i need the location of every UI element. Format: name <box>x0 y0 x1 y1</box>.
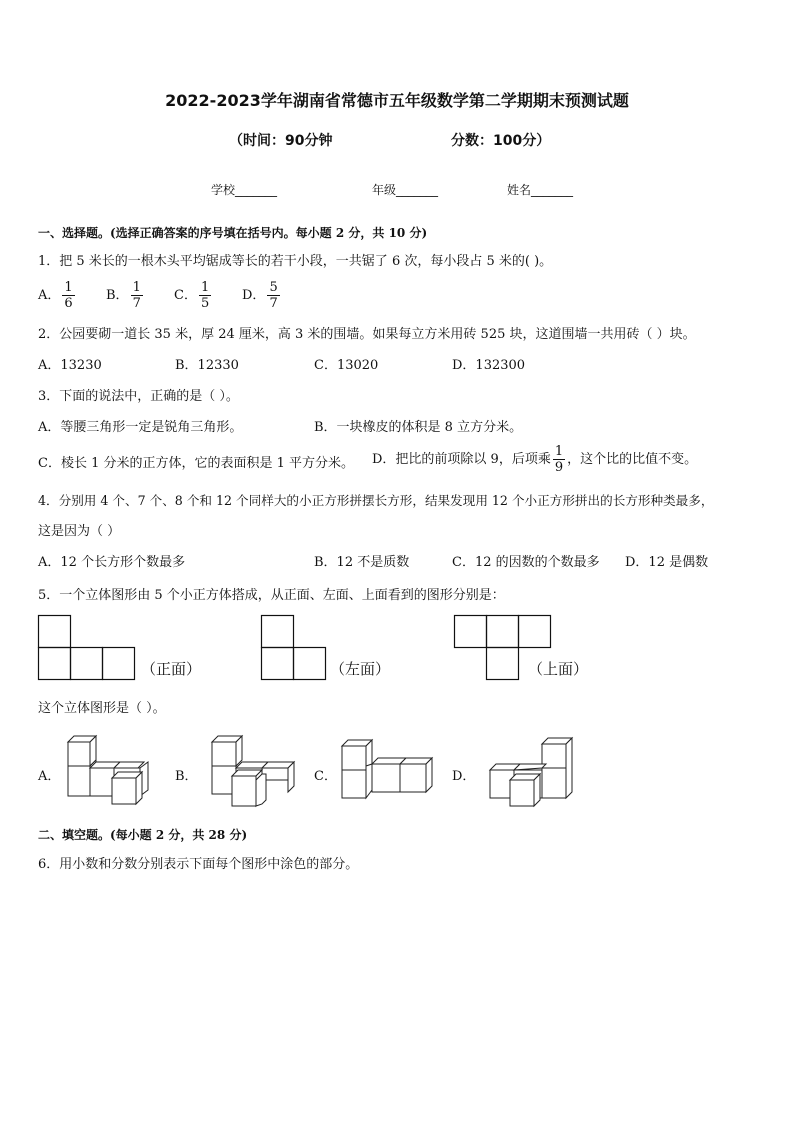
q5-option-c-label: C． <box>314 769 337 784</box>
q5-option-d-figure <box>486 736 578 808</box>
question-6: 6．用小数和分数分别表示下面每个图形中涂色的部分。 <box>38 857 359 872</box>
question-4-line-2: 这是因为（ ） <box>38 524 121 539</box>
q1-option-b: B． $\frac{1}{7}$ <box>106 280 141 311</box>
q5-option-a-figure <box>62 736 154 808</box>
q5-option-a-label: A． <box>38 769 61 784</box>
left-view-label: （左面） <box>330 660 391 678</box>
q5-option-d-label: D． <box>452 769 476 784</box>
front-view-label: （正面） <box>141 660 202 678</box>
question-4-line-1: 4．分别用 4 个、7 个、8 个和 12 个同样大的小正方形拼摆长方形，结果发现用 12 个小正方形拼出的长方形种类最多， <box>38 493 714 508</box>
q5-option-b-label: B． <box>175 769 198 784</box>
q4-option-a: A．12 个长方形个数最多 <box>38 555 186 570</box>
q4-option-b: B．12 不是质数 <box>314 555 410 570</box>
school-field: 学校_______ <box>211 183 278 197</box>
q3-option-c: C．棱长 1 分米的正方体，它的表面积是 1 平方分米。 <box>38 456 355 471</box>
name-field: 姓名_______ <box>507 183 574 197</box>
question-2: 2．公园要砌一道长 35 米，厚 24 厘米，高 3 米的围墙。如果每立方米用砖 525 块，这道围墙一共用砖（ ）块。 <box>38 327 696 342</box>
left-view-figure <box>261 615 329 681</box>
q2-option-b: B．12330 <box>175 358 239 373</box>
q4-option-d: D．12 是偶数 <box>625 555 709 570</box>
section-1-heading: 一、选择题。(选择正确答案的序号填在括号内。每小题 2 分，共 10 分) <box>38 226 428 240</box>
q2-option-a: A．13230 <box>38 358 102 373</box>
q3-option-d: D．把比的前项除以 9，后项乘 $\frac{1}{9}$ ，这个比的比值不变。 <box>372 444 698 475</box>
q1-option-c: C． $\frac{1}{5}$ <box>174 280 210 311</box>
question-3: 3．下面的说法中，正确的是（ ）。 <box>38 389 239 404</box>
exam-time: （时间：90分钟 <box>229 133 333 149</box>
section-2-heading: 二、填空题。(每小题 2 分，共 28 分) <box>38 828 248 842</box>
page-title: 2022-2023学年湖南省常德市五年级数学第二学期期末预测试题 <box>165 91 629 110</box>
q5-option-c-figure <box>338 738 434 800</box>
q1-option-d: D． $\frac{5}{7}$ <box>242 280 278 311</box>
q1-option-a: A． $\frac{1}{6}$ <box>38 280 73 311</box>
question-1: 1．把 5 米长的一根木头平均锯成等长的若干小段，一共锯了 6 次，每小段占 5 米的( )。 <box>38 254 553 269</box>
exam-score: 分数：100分） <box>451 133 551 149</box>
q3-option-a: A．等腰三角形一定是锐角三角形。 <box>38 420 243 435</box>
top-view-label: （上面） <box>528 660 589 678</box>
q5-option-b-figure <box>208 728 300 808</box>
grade-field: 年级_______ <box>372 183 439 197</box>
q2-option-c: C．13020 <box>314 358 379 373</box>
q2-option-d: D．132300 <box>452 358 526 373</box>
q4-option-c: C．12 的因数的个数最多 <box>452 555 600 570</box>
question-5-ask: 这个立体图形是（ ）。 <box>38 701 166 716</box>
front-view-figure <box>38 615 138 681</box>
question-5: 5．一个立体图形由 5 个小正方体搭成，从正面、左面、上面看到的图形分别是： <box>38 588 505 603</box>
q3-option-b: B．一块橡皮的体积是 8 立方分米。 <box>314 420 523 435</box>
